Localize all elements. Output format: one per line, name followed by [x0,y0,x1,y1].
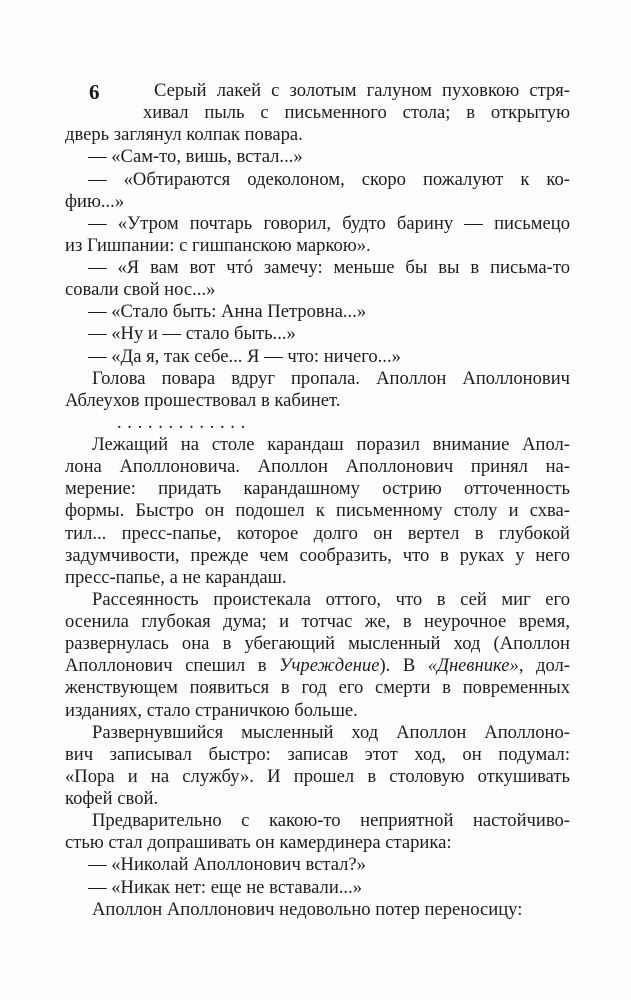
text-run: Аполлонович спешил в [65,655,280,677]
text-line [65,788,570,810]
text-line [88,146,570,168]
italic-text-run: «Дневнике» [427,655,519,677]
text-run: — «Да я, так себе... Я — что: ничего...» [88,345,401,367]
text-run: формы. Быстро он подошел к письменному столу и схва- [65,500,570,522]
text-line [65,700,570,722]
text-line [92,434,570,456]
text-line [65,832,570,854]
text-run: стью стал допрашивать он камердинера старика: [65,832,452,854]
text-line [88,877,570,899]
text-run: — «Сам-то, вишь, встал...» [88,146,303,168]
text-run: — «Стало быть: Анна Петровна...» [88,301,367,323]
text-run: — «Никак нет: еще не вставали...» [88,876,363,898]
text-run: . . . . . . . . . . . . . [117,411,246,433]
text-run: Серый лакей с золотым галуном пуховкою стря- [154,80,570,101]
text-line [65,191,570,213]
text-run: Развернувшийся мысленный ход Аполлон Аполлоно- [92,721,570,743]
text-line [65,235,570,257]
text-line [65,279,570,301]
page-text-block [65,80,570,921]
text-run: — «Обтираются одеколоном, скоро пожалуют к ко- [88,168,570,190]
text-line [92,722,570,744]
text-run: развернулась она в убегающий мысленный ход (Аполлон [65,633,570,655]
text-run: изданиях, стало страничкою больше. [65,699,358,721]
text-line [92,368,570,390]
text-line [92,810,570,832]
text-line [88,301,570,323]
text-line [88,169,570,191]
text-run: тил... пресс-папье, которое долго он вертел в глубокой [65,522,570,544]
text-run: Предварительно с какою-то неприятной настойчиво- [92,810,570,832]
text-run: дверь заглянул колпак повара. [65,124,303,146]
text-run: пресс-папье, а не карандаш. [65,566,287,588]
text-line [65,655,570,677]
text-line [143,102,570,124]
text-line [92,899,570,921]
text-run: хивал пыль с письменного стола; в открытую [143,102,570,124]
text-run: ). В [379,655,428,677]
text-run: женствующем появиться в год его смерти в повременных [65,677,570,699]
text-line [88,346,570,368]
text-run: — «Ну и — стало быть...» [88,323,296,345]
page-number: 6 [89,80,100,104]
text-line [65,523,570,545]
text-run: мерение: придать карандашному острию отточенность [65,478,570,500]
text-line [65,478,570,500]
text-run: Голова повара вдруг пропала. Аполлон Аполлонович [92,367,570,389]
italic-text-run: Учреждение [279,655,380,677]
text-run: , дол- [518,655,570,677]
text-line [65,633,570,655]
text-line [65,766,570,788]
text-line [88,854,570,876]
text-line [88,257,570,279]
text-run: Рассеянность проистекала оттого, что в сей миг его [92,588,570,610]
text-run: Аполлон Аполлонович недовольно потер переносицу: [92,898,523,920]
text-run: — «Я вам вот чтó замечу: меньше бы вы в письма-то [88,257,570,278]
text-run: из Гишпании: с гишпанскою маркою». [65,234,371,256]
text-line [65,124,570,146]
text-line [92,589,570,611]
text-run: лона Аполлоновича. Аполлон Аполлонович принял на- [65,456,570,478]
text-line [65,744,570,766]
text-run: задумчивости, прежде чем сообразить, что в руках у него [65,544,570,566]
text-line [65,677,570,699]
text-line [65,545,570,567]
dots-separator [117,412,570,434]
text-run: Аблеухов прошествовал в кабинет. [65,389,341,411]
text-run: — «Николай Аполлонович встал?» [88,854,366,876]
text-line [65,500,570,522]
text-line [65,456,570,478]
text-line [88,213,570,235]
text-run: кофей свой. [65,788,159,809]
text-run: Лежащий на столе карандаш поразил внимание Апол- [92,434,570,455]
text-line [154,80,570,102]
text-run: вич записывал быстро: записав этот ход, он подумал: [65,743,570,765]
text-line [65,611,570,633]
text-run: «Пора и на службу». И прошел в столовую откушивать [65,765,570,787]
text-run: осенила глубокая дума; и тотчас же, в неурочное время, [65,611,570,632]
text-line [65,390,570,412]
text-run: — «Утром почтарь говорил, будто барину — письмецо [88,212,570,234]
text-run: совали свой нос...» [65,279,216,301]
text-run: фию...» [65,190,125,212]
text-line [88,323,570,345]
text-line [65,567,570,589]
